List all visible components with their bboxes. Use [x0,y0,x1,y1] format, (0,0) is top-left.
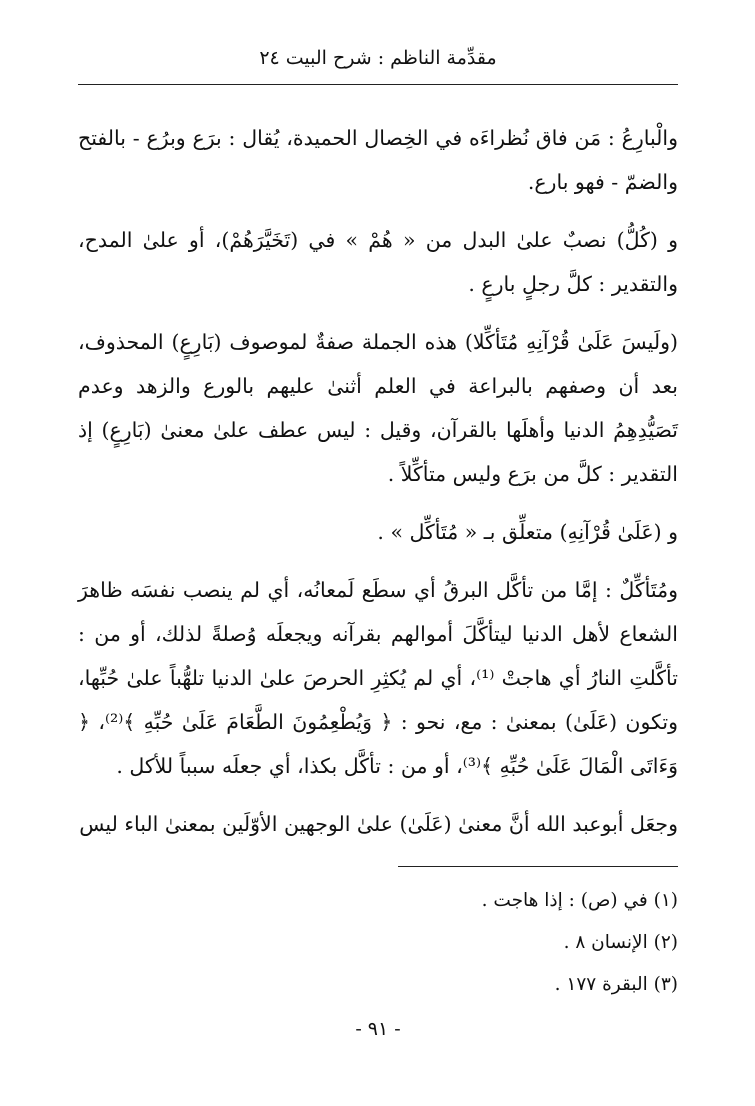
paragraph: (ولَيسَ عَلَىٰ قُرْآنِهِ مُتَأكِّلا) هذه الجملة صفةٌ لموصوف (بَارِعٍ) المحذوف، بعد أن وصفهم بالبراعة في العلم أثنىٰ عليهم بالورع والزهد وعدم تَصَيُّدِهِمُ الدنيا وأهلَها بالقرآن، وقيل : ليس عطف علىٰ معنىٰ (بَارِعٍ) إذ التقدير : كلَّ من برَع وليس متأكِّلاً . [78,330,678,486]
paragraph: والْبارِعُ : مَن فاق نُظراءَه في الخِصال الحميدة، يُقال : برَع وبرُع - بالفتح والضمّ - فهو بارع. [78,126,678,194]
footnote: (٢) الإنسان ٨ . [563,932,678,953]
paragraph: و (كُلُّ) نصبٌ علىٰ البدل من « هُمْ » في (تَخَيَّرَهُمْ)، أو علىٰ المدح، والتقدير : كلَّ رجلٍ بارعٍ . [78,228,678,296]
footnote: (٣) البقرة ١٧٧ . [554,974,678,995]
page-number: - ٩١ - [355,1018,401,1040]
paragraph: ومُتَأكِّلٌ : إمَّا من تأكَّل البرقُ أي سطَع لَمعانُه، أي لم ينصب نفسَه ظاهرَ الشعاع لأهل الدنيا ليتأكَّلَ أموالهم بقرآنه ويجعلَه وُصلةً لذلك، أو من : تأكَّلتِ النارُ أي هاجتْ ⁽¹⁾، أي لم يُكثِرِ الحرصَ علىٰ الدنيا تلهُّباً علىٰ حُبِّها، وتكون (عَلَىٰ) بمعنىٰ : مع، نحو : ﴿ وَيُطْعِمُونَ الطَّعَامَ عَلَىٰ حُبِّهِ ﴾⁽²⁾، ﴿ وَءَاتَى الْمَالَ عَلَىٰ حُبِّهِ ﴾⁽³⁾، أو من : تأكَّل بكذا، أي جعلَه سبباً للأكل . [78,578,678,778]
footnotes [78,880,678,1006]
paragraph: و (عَلَىٰ قُرْآنِهِ) متعلِّق بـ « مُتَأكِّل » . [377,520,678,544]
footnote: (١) في (ص) : إذا هاجت . [481,890,678,911]
footnote-divider [398,866,678,867]
header-divider [78,84,678,85]
main-text [78,116,678,860]
running-header: مقدِّمة الناظم : شرح البيت ٢٤ [259,47,497,69]
paragraph: وجعَل أبوعبد الله أنَّ معنىٰ (عَلَىٰ) علىٰ الوجهين الأوّلَين بمعنىٰ الباء ليس [79,812,678,836]
